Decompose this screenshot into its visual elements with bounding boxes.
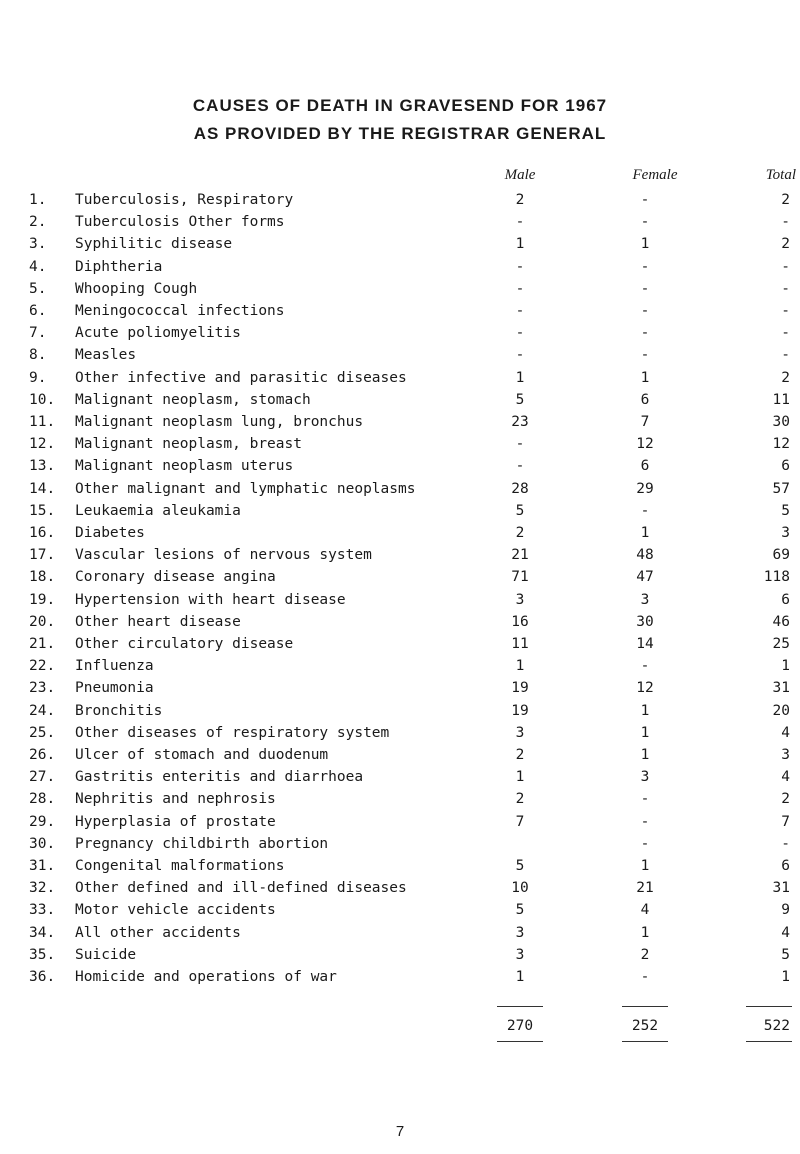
row-number: 23. xyxy=(29,680,56,697)
row-number: 31. xyxy=(29,858,56,874)
table-row xyxy=(0,836,800,858)
total-count: 2 xyxy=(781,236,790,253)
table-row xyxy=(0,614,800,636)
table-row xyxy=(0,902,800,924)
row-number: 25. xyxy=(29,724,56,741)
cause-name: Other diseases of respiratory system xyxy=(75,724,390,741)
row-number: 1. xyxy=(29,192,47,208)
table-row xyxy=(0,747,800,769)
table-row xyxy=(0,725,800,747)
total-count: 31 xyxy=(772,680,790,697)
row-number: 33. xyxy=(29,902,56,919)
male-count: 10 xyxy=(511,880,529,897)
row-number: 22. xyxy=(29,658,56,675)
total-count: 57 xyxy=(772,480,790,497)
total-count: 2 xyxy=(781,192,790,208)
male-count: 3 xyxy=(515,591,525,608)
page-subtitle: AS PROVIDED BY THE REGISTRAR GENERAL xyxy=(193,124,607,143)
total-count: - xyxy=(781,258,790,275)
row-number: 32. xyxy=(29,880,56,897)
female-count: 6 xyxy=(640,458,650,475)
cause-name: Motor vehicle accidents xyxy=(75,902,276,919)
female-count: - xyxy=(640,303,650,319)
total-count: 11 xyxy=(772,391,790,408)
table-row xyxy=(0,303,800,325)
row-number: 12. xyxy=(29,436,56,453)
total-count: 30 xyxy=(772,414,790,430)
male-count: 2 xyxy=(515,747,525,763)
table-row xyxy=(0,192,800,214)
total-count: 4 xyxy=(781,724,790,741)
female-count: - xyxy=(640,192,650,208)
male-count: 1 xyxy=(515,236,525,253)
cause-name: Ulcer of stomach and duodenum xyxy=(75,747,329,763)
table-row xyxy=(0,414,800,436)
female-count: 7 xyxy=(640,414,650,430)
table-row xyxy=(0,658,800,680)
table-row xyxy=(0,214,800,236)
male-count: 21 xyxy=(511,547,529,564)
cause-name: Influenza xyxy=(75,658,154,675)
male-count: 3 xyxy=(515,724,525,741)
male-count: 23 xyxy=(511,414,529,430)
female-count: - xyxy=(640,280,650,297)
row-number: 11. xyxy=(29,414,56,430)
female-count: 1 xyxy=(640,525,650,541)
female-count: - xyxy=(640,835,650,852)
cause-name: Tuberculosis, Respiratory xyxy=(75,192,294,208)
female-count: 1 xyxy=(640,858,650,874)
total-count: 25 xyxy=(772,636,790,652)
total-rule-female xyxy=(622,1041,668,1042)
female-count: - xyxy=(640,258,650,275)
total-count: 1 xyxy=(781,969,790,985)
total-count: 46 xyxy=(772,613,790,630)
total-count: 12 xyxy=(772,436,790,453)
male-count: 19 xyxy=(511,702,529,719)
cause-name: Meningococcal infections xyxy=(75,303,285,319)
cause-name: Other defined and ill-defined diseases xyxy=(75,880,407,897)
total-count: - xyxy=(781,214,790,231)
female-count: 12 xyxy=(636,436,654,453)
row-number: 16. xyxy=(29,525,56,541)
female-count: - xyxy=(640,325,650,342)
cause-name: Acute poliomyelitis xyxy=(75,325,241,342)
cause-name: Gastritis enteritis and diarrhoea xyxy=(75,769,364,786)
row-number: 19. xyxy=(29,591,56,608)
table-row xyxy=(0,791,800,813)
male-count: 1 xyxy=(515,969,525,985)
table-row xyxy=(0,392,800,414)
female-count: 47 xyxy=(636,569,654,586)
row-number: 26. xyxy=(29,747,56,763)
female-count: 1 xyxy=(640,236,650,253)
total-count: 6 xyxy=(781,858,790,874)
cause-name: Tuberculosis Other forms xyxy=(75,214,285,231)
male-count: 5 xyxy=(515,858,525,874)
total-count: 1 xyxy=(781,658,790,675)
male-count: 2 xyxy=(515,791,525,808)
table-row xyxy=(0,259,800,281)
row-number: 24. xyxy=(29,702,56,719)
row-number: 2. xyxy=(29,214,47,231)
female-count: - xyxy=(640,347,650,364)
male-count: - xyxy=(515,303,525,319)
row-number: 18. xyxy=(29,569,56,586)
cause-name: Other circulatory disease xyxy=(75,636,294,652)
female-count: 30 xyxy=(636,613,654,630)
female-count: 14 xyxy=(636,636,654,652)
row-number: 27. xyxy=(29,769,56,786)
table-row xyxy=(0,370,800,392)
female-count: 6 xyxy=(640,391,650,408)
cause-name: Congenital malformations xyxy=(75,858,285,874)
column-header-male: Male xyxy=(504,167,536,183)
total-count: 31 xyxy=(772,880,790,897)
table-row xyxy=(0,703,800,725)
female-count: 1 xyxy=(640,924,650,941)
row-number: 14. xyxy=(29,480,56,497)
cause-name: Leukaemia aleukamia xyxy=(75,502,241,519)
male-count: 5 xyxy=(515,502,525,519)
table-row xyxy=(0,547,800,569)
female-count: 1 xyxy=(640,702,650,719)
table-row xyxy=(0,458,800,480)
total-count: 118 xyxy=(763,569,790,586)
male-count: 2 xyxy=(515,192,525,208)
cause-name: All other accidents xyxy=(75,924,241,941)
male-count: 5 xyxy=(515,391,525,408)
female-count: - xyxy=(640,969,650,985)
cause-name: Suicide xyxy=(75,946,137,963)
page-number: 7 xyxy=(395,1123,405,1140)
female-count: 2 xyxy=(640,946,650,963)
cause-name: Malignant neoplasm, stomach xyxy=(75,391,311,408)
row-number: 28. xyxy=(29,791,56,808)
cause-name: Diabetes xyxy=(75,525,145,541)
male-count: 7 xyxy=(515,813,525,830)
total-male: 270 xyxy=(506,1018,534,1034)
total-count: - xyxy=(781,347,790,364)
subtotal-rule-female xyxy=(622,1006,668,1007)
row-number: 20. xyxy=(29,613,56,630)
cause-name: Coronary disease angina xyxy=(75,569,276,586)
female-count: 1 xyxy=(640,369,650,386)
cause-name: Other heart disease xyxy=(75,613,241,630)
table-row xyxy=(0,636,800,658)
total-count: 3 xyxy=(781,525,790,541)
male-count: 1 xyxy=(515,769,525,786)
row-number: 4. xyxy=(29,258,47,275)
cause-name: Nephritis and nephrosis xyxy=(75,791,276,808)
total-all: 522 xyxy=(763,1018,790,1034)
table-row xyxy=(0,858,800,880)
cause-name: Other malignant and lymphatic neoplasms xyxy=(75,480,416,497)
row-number: 7. xyxy=(29,325,47,342)
subtotal-rule-male xyxy=(497,1006,543,1007)
cause-name: Whooping Cough xyxy=(75,280,198,297)
male-count: 2 xyxy=(515,525,525,541)
column-header-total: Total xyxy=(765,167,796,183)
cause-name: Hypertension with heart disease xyxy=(75,591,346,608)
total-rule-male xyxy=(497,1041,543,1042)
row-number: 35. xyxy=(29,946,56,963)
row-number: 36. xyxy=(29,969,56,985)
total-count: 6 xyxy=(781,591,790,608)
female-count: - xyxy=(640,813,650,830)
total-rule-total xyxy=(746,1041,792,1042)
subtotal-rule-total xyxy=(746,1006,792,1007)
column-header-female: Female xyxy=(632,167,678,183)
table-row xyxy=(0,947,800,969)
total-count: 5 xyxy=(781,946,790,963)
total-count: - xyxy=(781,325,790,342)
male-count: 1 xyxy=(515,658,525,675)
total-count: 7 xyxy=(781,813,790,830)
cause-name: Other infective and parasitic diseases xyxy=(75,369,407,386)
total-count: 20 xyxy=(772,702,790,719)
cause-name: Pregnancy childbirth abortion xyxy=(75,835,329,852)
row-number: 10. xyxy=(29,391,56,408)
male-count: - xyxy=(515,214,525,231)
row-number: 21. xyxy=(29,636,56,652)
male-count: 3 xyxy=(515,946,525,963)
female-count: - xyxy=(640,214,650,231)
female-count: - xyxy=(640,791,650,808)
total-count: 4 xyxy=(781,924,790,941)
cause-name: Diphtheria xyxy=(75,258,163,275)
total-count: 4 xyxy=(781,769,790,786)
female-count: - xyxy=(640,502,650,519)
cause-name: Malignant neoplasm lung, bronchus xyxy=(75,414,364,430)
male-count: 16 xyxy=(511,613,529,630)
row-number: 8. xyxy=(29,347,47,364)
row-number: 30. xyxy=(29,835,56,852)
cause-name: Pneumonia xyxy=(75,680,154,697)
male-count: 28 xyxy=(511,480,529,497)
row-number: 3. xyxy=(29,236,47,253)
table-row xyxy=(0,880,800,902)
female-count: 48 xyxy=(636,547,654,564)
female-count: 29 xyxy=(636,480,654,497)
table-row xyxy=(0,436,800,458)
table-row xyxy=(0,481,800,503)
total-count: - xyxy=(781,280,790,297)
female-count: 21 xyxy=(636,880,654,897)
female-count: - xyxy=(640,658,650,675)
row-number: 15. xyxy=(29,502,56,519)
male-count: - xyxy=(515,347,525,364)
table-row xyxy=(0,236,800,258)
table-row xyxy=(0,680,800,702)
total-count: 2 xyxy=(781,791,790,808)
male-count: 19 xyxy=(511,680,529,697)
male-count: 1 xyxy=(515,369,525,386)
table-row xyxy=(0,925,800,947)
total-count: 6 xyxy=(781,458,790,475)
table-row xyxy=(0,769,800,791)
table-row xyxy=(0,569,800,591)
table-row xyxy=(0,814,800,836)
row-number: 9. xyxy=(29,369,47,386)
table-row xyxy=(0,281,800,303)
male-count: - xyxy=(515,325,525,342)
female-count: 1 xyxy=(640,724,650,741)
row-number: 6. xyxy=(29,303,47,319)
table-row xyxy=(0,347,800,369)
female-count: 3 xyxy=(640,591,650,608)
row-number: 5. xyxy=(29,280,47,297)
female-count: 4 xyxy=(640,902,650,919)
total-count: 69 xyxy=(772,547,790,564)
page-title: CAUSES OF DEATH IN GRAVESEND FOR 1967 xyxy=(192,96,608,115)
male-count: 11 xyxy=(511,636,529,652)
total-count: - xyxy=(781,835,790,852)
total-count: 5 xyxy=(781,502,790,519)
table-row xyxy=(0,969,800,991)
cause-name: Homicide and operations of war xyxy=(75,969,337,985)
female-count: 3 xyxy=(640,769,650,786)
table-row xyxy=(0,525,800,547)
table-row xyxy=(0,325,800,347)
cause-name: Hyperplasia of prostate xyxy=(75,813,276,830)
cause-name: Syphilitic disease xyxy=(75,236,233,253)
row-number: 13. xyxy=(29,458,56,475)
row-number: 34. xyxy=(29,924,56,941)
table-row xyxy=(0,503,800,525)
cause-name: Bronchitis xyxy=(75,702,163,719)
total-count: 3 xyxy=(781,747,790,763)
cause-name: Vascular lesions of nervous system xyxy=(75,547,372,564)
female-count: 12 xyxy=(636,680,654,697)
row-number: 29. xyxy=(29,813,56,830)
total-female: 252 xyxy=(631,1018,659,1034)
total-count: - xyxy=(781,303,790,319)
row-number: 17. xyxy=(29,547,56,564)
total-count: 9 xyxy=(781,902,790,919)
male-count: - xyxy=(515,458,525,475)
cause-name: Malignant neoplasm, breast xyxy=(75,436,302,453)
male-count: 71 xyxy=(511,569,529,586)
cause-name: Measles xyxy=(75,347,137,364)
cause-name: Malignant neoplasm uterus xyxy=(75,458,294,475)
male-count: - xyxy=(515,436,525,453)
male-count: - xyxy=(515,258,525,275)
male-count: 5 xyxy=(515,902,525,919)
female-count: 1 xyxy=(640,747,650,763)
male-count: 3 xyxy=(515,924,525,941)
male-count: - xyxy=(515,280,525,297)
total-count: 2 xyxy=(781,369,790,386)
table-row xyxy=(0,592,800,614)
